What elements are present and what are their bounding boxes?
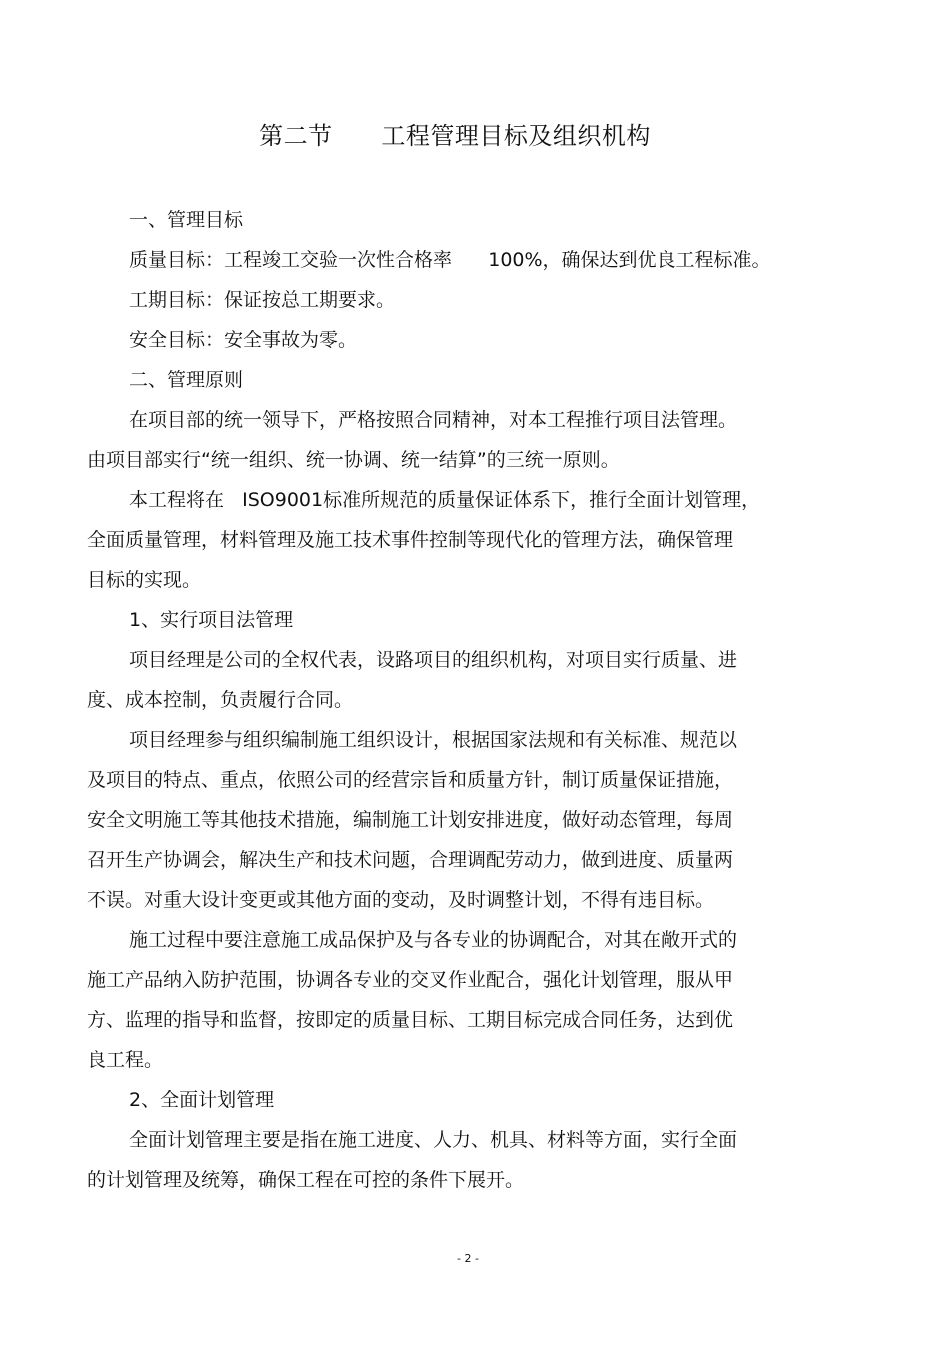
heading-management-principles: 二、管理原则 — [129, 369, 244, 391]
paragraph-line: 项目经理是公司的全权代表，设路项目的组织机构，对项目实行质量、进 — [129, 649, 738, 671]
paragraph-line: 全面计划管理主要是指在施工进度、人力、机具、材料等方面，实行全面 — [129, 1129, 738, 1151]
paragraph-line: 全面质量管理，材料管理及施工技术事件控制等现代化的管理方法，确保管理 — [87, 529, 734, 551]
paragraph-line: 在项目部的统一领导下，严格按照合同精神，对本工程推行项目法管理。 — [129, 409, 738, 431]
paragraph-line: 施工过程中要注意施工成品保护及与各专业的协调配合，对其在敞开式的 — [129, 929, 738, 951]
page-number: - 2 - — [457, 1252, 479, 1265]
paragraph-line: 不误。对重大设计变更或其他方面的变动，及时调整计划，不得有违目标。 — [87, 889, 715, 911]
paragraph-line: 良工程。 — [87, 1049, 164, 1071]
subheading-overall-planning: 2、全面计划管理 — [129, 1089, 275, 1111]
paragraph-line: 施工产品纳入防护范围，协调各专业的交叉作业配合，强化计划管理，服从甲 — [87, 969, 734, 991]
subheading-project-law-management: 1、实行项目法管理 — [129, 609, 294, 631]
paragraph-line: 度、成本控制，负责履行合同。 — [87, 689, 354, 711]
paragraph-line: 工期目标：保证按总工期要求。 — [129, 289, 396, 311]
paragraph-line: 由项目部实行“统一组织、统一协调、统一结算”的三统一原则。 — [87, 449, 620, 471]
paragraph-line: 召开生产协调会，解决生产和技术问题，合理调配劳动力，做到进度、质量两 — [87, 849, 734, 871]
paragraph-line: 本工程将在 ISO9001标准所规范的质量保证体系下，推行全面计划管理， — [129, 489, 761, 511]
paragraph-line: 安全文明施工等其他技术措施，编制施工计划安排进度，做好动态管理，每周 — [87, 809, 734, 831]
paragraph-line: 及项目的特点、重点，依照公司的经营宗旨和质量方针，制订质量保证措施， — [87, 769, 734, 791]
paragraph-line: 安全目标：安全事故为零。 — [129, 329, 358, 351]
paragraph-line: 的计划管理及统筹，确保工程在可控的条件下展开。 — [87, 1169, 525, 1191]
heading-management-goals: 一、管理目标 — [129, 209, 244, 231]
paragraph-line: 项目经理参与组织编制施工组织设计，根据国家法规和有关标准、规范以 — [129, 729, 738, 751]
paragraph-line: 质量目标：工程竣工交验一次性合格率 100%，确保达到优良工程标准。 — [129, 249, 771, 271]
paragraph-line: 目标的实现。 — [87, 569, 202, 591]
section-title: 第二节 工程管理目标及组织机构 — [259, 122, 651, 150]
paragraph-line: 方、监理的指导和监督，按即定的质量目标、工期目标完成合同任务，达到优 — [87, 1009, 734, 1031]
